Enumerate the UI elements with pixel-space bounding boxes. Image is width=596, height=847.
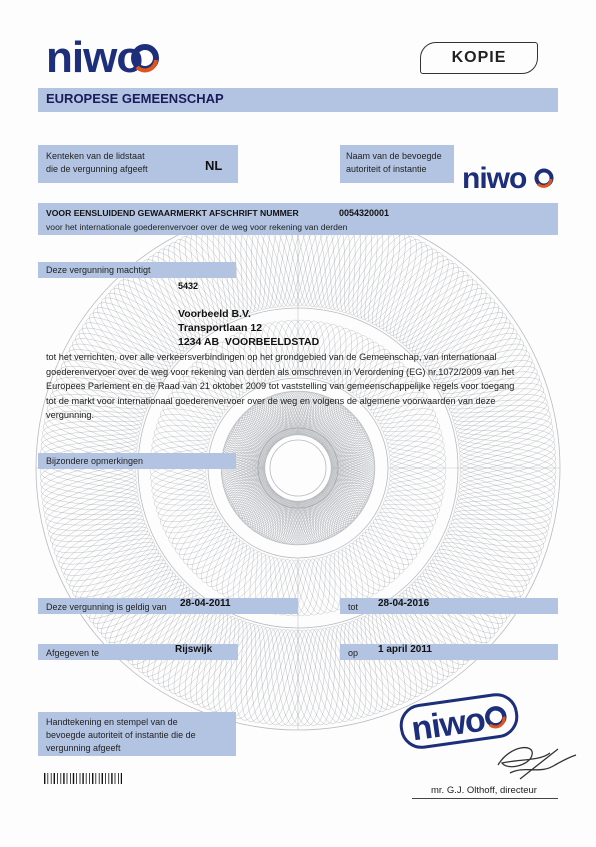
authority-label-1: Naam van de bevoegde [346, 151, 442, 161]
authorization-text-line: vergunning. [46, 410, 95, 420]
validity-label: Deze vergunning is geldig van [46, 602, 167, 612]
signature-label-3: vergunning afgeeft [46, 743, 121, 753]
authorization-text-line: tot de markt voor internationaal goederenvervoer over de weg en volgens de algemene voorwaarden van deze [46, 395, 496, 406]
authorization-text-line: goederenvervoer over de weg voor rekening van derden als omschreven in Verordening (EG) nr.1072/2009 van het [46, 366, 515, 377]
validity-to-label: tot [348, 602, 359, 612]
niwo-logo-icon [44, 30, 164, 82]
issuing-state-value: NL [205, 158, 223, 173]
svg-text:niwo: niwo [462, 162, 527, 192]
signer-name: mr. G.J. Olthoff, directeur [431, 785, 537, 796]
issued-date-band [340, 644, 558, 660]
issued-date: 1 april 2011 [378, 644, 432, 655]
issued-place: Rijswijk [175, 644, 213, 655]
certified-copy-subtitle: voor het internationale goederenvervoer over de weg voor rekening van derden [46, 222, 348, 232]
issuing-state-label-1: Kenteken van de lidstaat [46, 151, 145, 161]
certified-copy-number: 0054320001 [339, 208, 390, 218]
handwritten-signature-icon [480, 735, 580, 787]
copy-badge: KOPIE [420, 42, 538, 74]
signature-line [412, 798, 558, 799]
authorization-text [46, 350, 552, 423]
holder-city: 1234 AB VOORBEELDSTAD [178, 336, 320, 348]
community-title: EUROPESE GEMEENSCHAP [38, 88, 558, 112]
validity-to-date: 28-04-2016 [378, 598, 430, 609]
authorizes-label: Deze vergunning machtigt [46, 265, 151, 275]
certified-copy-title: VOOR EENSLUIDEND GEWAARMERKT AFSCHRIFT NUMMER [46, 208, 299, 218]
issuing-state-label-2: die de vergunning afgeeft [46, 164, 148, 174]
barcode-icon [44, 773, 122, 784]
holder-id: 5432 [178, 281, 199, 291]
authority-label-2: autoriteit of instantie [346, 164, 427, 174]
validity-from-date: 28-04-2011 [180, 598, 231, 609]
remarks-label: Bijzondere opmerkingen [46, 456, 144, 466]
issued-label: Afgegeven te [46, 648, 100, 658]
authority-niwo-logo-icon [458, 158, 558, 192]
holder-street: Transportlaan 12 [178, 322, 263, 334]
svg-text:niwo: niwo [409, 700, 488, 749]
logo-text: niwo [46, 33, 143, 82]
holder-company: Voorbeeld B.V. [178, 308, 251, 320]
issued-on-label: op [348, 648, 359, 658]
signature-label-1: Handtekening en stempel van de [46, 717, 178, 727]
signature-label-2: bevoegde autoriteit of instantie die de [46, 730, 196, 740]
authorization-text-line: Europees Parlement en de Raad van 21 oktober 2009 tot vaststelling van gemeenschappelijke regels voor toegang [46, 381, 515, 391]
authorization-text-line: tot het verrichten, over alle verkeersverbindingen op het grondgebied van de Gemeenschap, van internationaal [46, 352, 497, 362]
validity-to-band [340, 598, 558, 614]
